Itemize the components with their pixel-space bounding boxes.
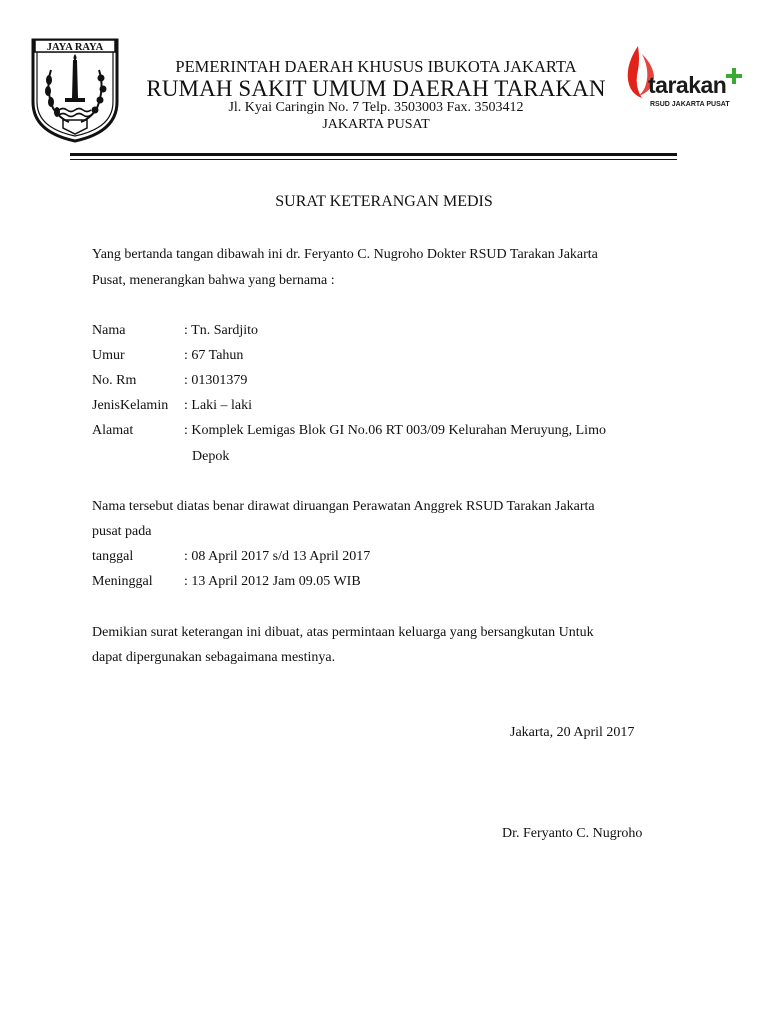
- field-value-no-rm: : 01301379: [184, 373, 248, 388]
- intro-line: Pusat, menerangkan bahwa yang bernama :: [92, 273, 335, 288]
- closing-line: dapat dipergunakan sebagaimana mestinya.: [92, 650, 336, 665]
- field-value-nama: : Tn. Sardjito: [184, 323, 259, 338]
- date-value-meninggal: : 13 April 2012 Jam 09.05 WIB: [184, 574, 361, 589]
- field-value-umur: : 67 Tahun: [184, 348, 244, 363]
- tarakan-subtitle: RSUD JAKARTA PUSAT: [650, 101, 730, 108]
- field-value-alamat: : Komplek Lemigas Blok GI No.06 RT 003/09 Kelurahan Meruyung, Limo: [184, 423, 606, 438]
- place-date: Jakarta, 20 April 2017: [510, 725, 635, 740]
- jakarta-crest-icon: [29, 36, 121, 144]
- svg-text:JAYA RAYA: JAYA RAYA: [46, 42, 104, 53]
- date-label-meninggal: Meninggal: [92, 574, 153, 589]
- date-label-tanggal: tanggal: [92, 549, 134, 564]
- field-label-nama: Nama: [92, 323, 126, 338]
- tarakan-logo: [622, 40, 746, 112]
- tarakan-wordmark: tarakan: [648, 72, 727, 98]
- closing-line: Demikian surat keterangan ini dibuat, atas permintaan keluarga yang bersangkutan Untuk: [92, 625, 594, 640]
- stay-line: pusat pada: [92, 524, 152, 539]
- field-label-jenis-kelamin: JenisKelamin: [92, 398, 169, 413]
- intro-line: Yang bertanda tangan dibawah ini dr. Feryanto C. Nugroho Dokter RSUD Tarakan Jakarta: [92, 247, 598, 262]
- letter-title: SURAT KETERANGAN MEDIS: [275, 193, 493, 210]
- header-city: JAKARTA PUSAT: [322, 117, 430, 132]
- date-value-tanggal: : 08 April 2017 s/d 13 April 2017: [184, 549, 371, 564]
- field-label-alamat: Alamat: [92, 423, 134, 438]
- header-divider-thick: [70, 153, 677, 156]
- signatory-name: Dr. Feryanto C. Nugroho: [502, 826, 643, 841]
- field-value-jenis-kelamin: : Laki – laki: [184, 398, 253, 413]
- stay-line: Nama tersebut diatas benar dirawat diruangan Perawatan Anggrek RSUD Tarakan Jakarta: [92, 499, 595, 514]
- field-label-umur: Umur: [92, 348, 125, 363]
- header-divider-thin: [70, 159, 677, 160]
- header-hospital-name: RUMAH SAKIT UMUM DAERAH TARAKAN: [146, 76, 606, 101]
- header-address: Jl. Kyai Caringin No. 7 Telp. 3503003 Fax. 3503412: [228, 100, 524, 115]
- field-value-alamat-cont: Depok: [192, 449, 230, 464]
- field-label-no-rm: No. Rm: [92, 373, 137, 388]
- header-government: PEMERINTAH DAERAH KHUSUS IBUKOTA JAKARTA: [175, 57, 577, 76]
